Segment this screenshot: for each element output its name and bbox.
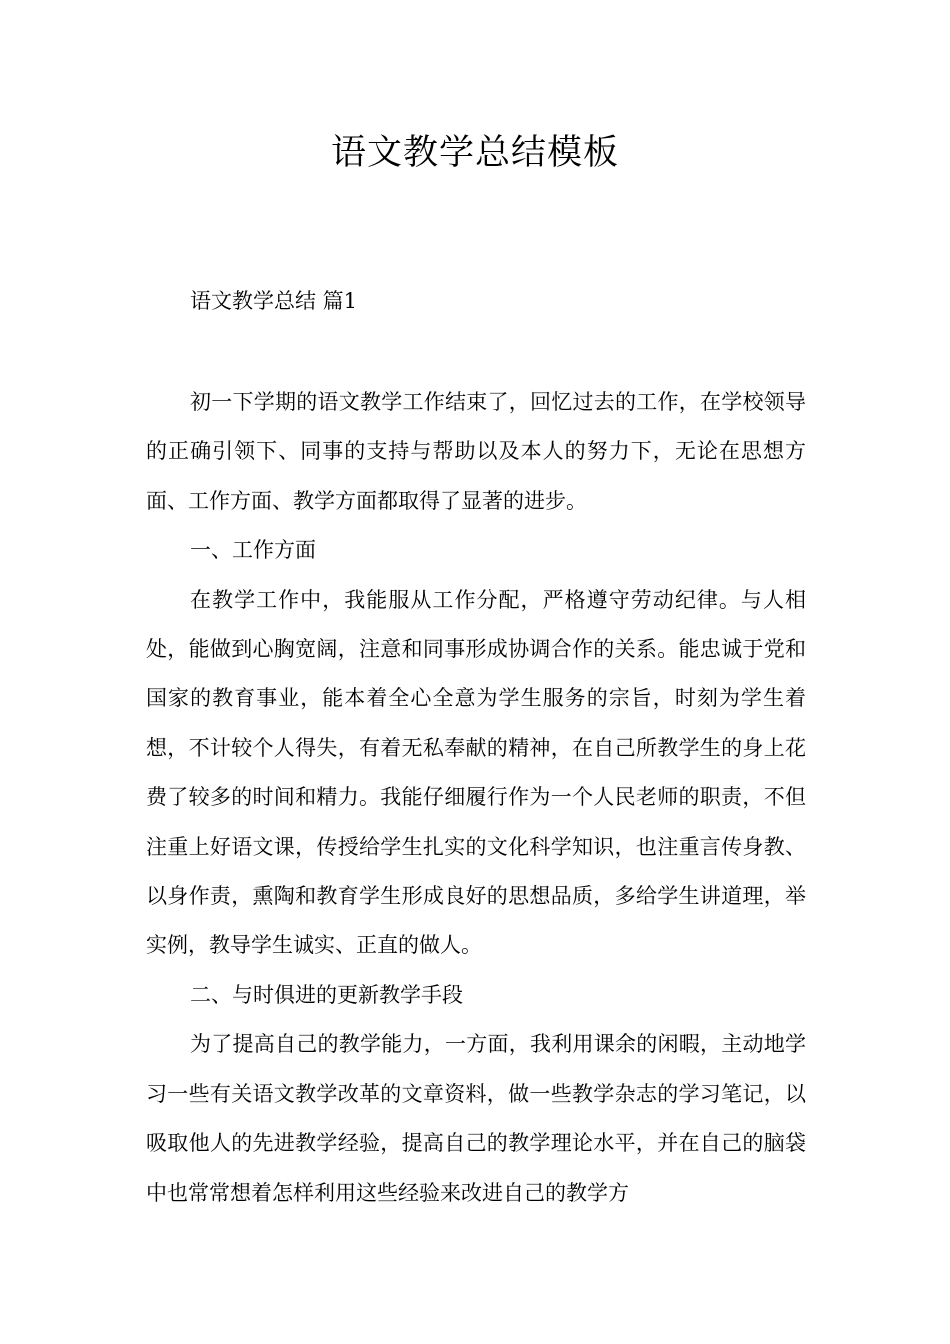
paragraph-intro: 初一下学期的语文教学工作结束了，回忆过去的工作，在学校领导的正确引领下、同事的支持与帮助以及本人的努力下，无论在思想方面、工作方面、教学方面都取得了显著的进步。 [146, 390, 806, 513]
document-title: 语文教学总结模板 [330, 133, 619, 173]
section-subtitle: 语文教学总结 篇1 [190, 289, 358, 313]
paragraph-work: 在教学工作中，我能服从工作分配，严格遵守劳动纪律。与人相处，能做到心胸宽阔，注意和同事形成协调合作的关系。能忠诚于党和国家的教育事业，能本着全心全意为学生服务的宗旨，时刻为学生着想，不计较个人得失，有着无私奉献的精神，在自己所教学生的身上花费了较多的时间和精力。我能仔细履行作为一个人民老师的职责，不但注重上好语文课，传授给学生扎实的文化科学知识，也注重言传身教、以身作责，熏陶和教育学生形成良好的思想品质，多给学生讲道理，举实例，教导学生诚实、正直的做人。 [146, 587, 806, 958]
paragraph-teaching-methods: 为了提高自己的教学能力，一方面，我利用课余的闲暇，主动地学习一些有关语文教学改革的文章资料，做一些教学杂志的学习笔记，以吸取他人的先进教学经验，提高自己的教学理论水平，并在自己的脑袋中也常常想着怎样利用这些经验来改进自己的教学方 [146, 1032, 806, 1205]
document-body [146, 378, 806, 1218]
heading-teaching-methods: 二、与时俱进的更新教学手段 [190, 982, 463, 1007]
heading-work: 一、工作方面 [190, 538, 316, 563]
